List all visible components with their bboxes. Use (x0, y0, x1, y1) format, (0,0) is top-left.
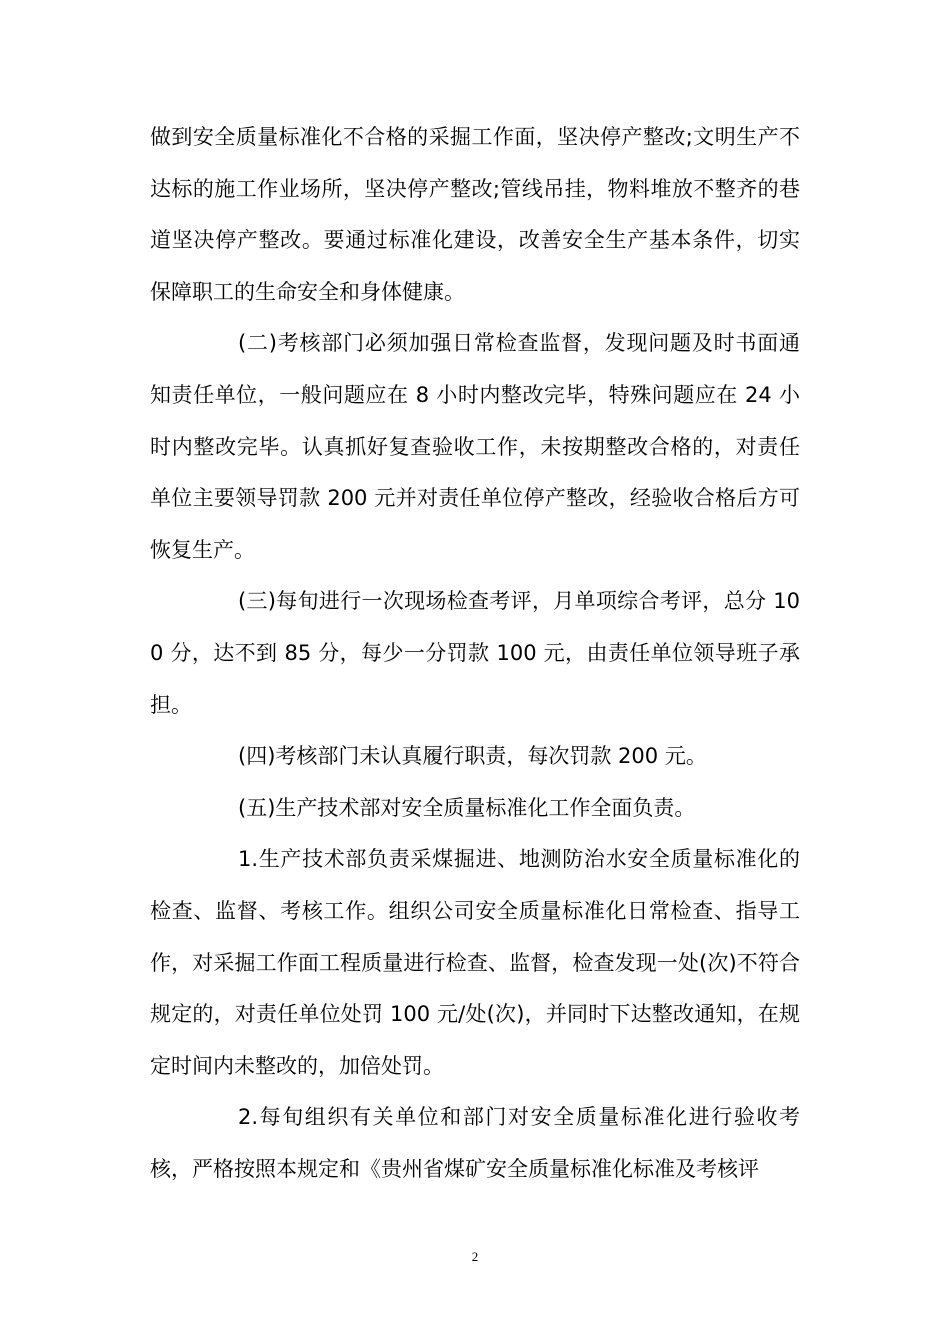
paragraph-1: 做到安全质量标准化不合格的采掘工作面，坚决停产整改;文明生产不达标的施工作业场所，坚决停产整改;管线吊挂，物料堆放不整齐的巷道坚决停产整改。要通过标准化建设，改善安全生产基本条件，切实保障职工的生命安全和身体健康。 (150, 125, 800, 304)
paragraph-7: 2.每旬组织有关单位和部门对安全质量标准化进行验收考核，严格按照本规定和《贵州省煤矿安全质量标准化标准及考核评 (150, 1105, 800, 1181)
paragraph-3: (三)每旬进行一次现场检查考评，月单项综合考评，总分 100 分，达不到 85 分，每少一分罚款 100 元，由责任单位领导班子承担。 (150, 589, 800, 717)
paragraph-2: (二)考核部门必须加强日常检查监督，发现问题及时书面通知责任单位，一般问题应在 8 小时内整改完毕，特殊问题应在 24 小时内整改完毕。认真抓好复查验收工作，未按期整改合格的，对责任单位主要领导罚款 200 元并对责任单位停产整改，经验收合格后方可恢复生产。 (150, 331, 800, 562)
paragraph-4: (四)考核部门未认真履行职责，每次罚款 200 元。 (238, 744, 707, 769)
page-number: 2 (471, 1249, 479, 1264)
paragraph-5: (五)生产技术部对安全质量标准化工作全面负责。 (238, 795, 696, 820)
paragraph-6: 1.生产技术部负责采煤掘进、地测防治水安全质量标准化的检查、监督、考核工作。组织公司安全质量标准化日常检查、指导工作，对采掘工作面工程质量进行检查、监督，检查发现一处(次)不符合规定的，对责任单位处罚 100 元/处(次)，并同时下达整改通知，在规定时间内未整改的，加倍处罚。 (150, 847, 800, 1078)
document-body (150, 112, 800, 1195)
